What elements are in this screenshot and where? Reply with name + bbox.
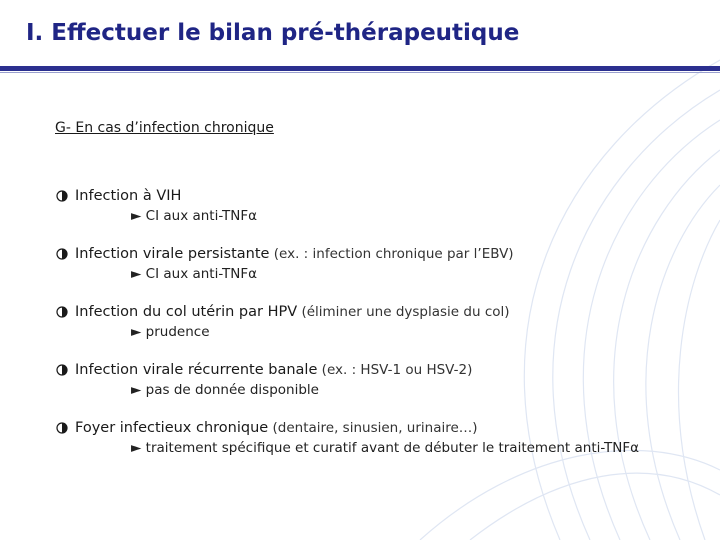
bullet-icon xyxy=(56,186,68,212)
item-text xyxy=(75,302,510,322)
bullet-circle-icon xyxy=(56,244,68,264)
item-text xyxy=(75,244,514,264)
bullet-circle-icon xyxy=(56,302,68,322)
bullet-icon xyxy=(56,244,68,270)
item-main-text: Infection virale persistante xyxy=(75,246,270,262)
bullet-circle-icon xyxy=(56,418,68,438)
slide-title: I. Effectuer le bilan pré-thérapeutique xyxy=(26,20,520,46)
item-text xyxy=(75,186,181,206)
bullet-icon xyxy=(56,360,68,386)
title-underline-rule xyxy=(0,66,720,71)
item-consequence: ► pas de donnée disponible xyxy=(131,382,319,398)
item-main-text: Infection du col utérin par HPV xyxy=(75,304,298,320)
item-main-text: Infection virale récurrente banale xyxy=(75,362,318,378)
item-consequence: ► prudence xyxy=(131,324,210,340)
item-consequence: ► CI aux anti-TNFα xyxy=(131,266,257,282)
title-underline-thin-rule xyxy=(0,72,720,73)
section-heading: G- En cas d’infection chronique xyxy=(55,120,274,136)
item-consequence: ► CI aux anti-TNFα xyxy=(131,208,257,224)
item-main-text: Infection à VIH xyxy=(75,188,182,204)
bullet-icon xyxy=(56,302,68,328)
item-note-text: (ex. : infection chronique par l’EBV) xyxy=(269,246,514,262)
item-note-text: (éliminer une dysplasie du col) xyxy=(297,304,510,320)
bullet-circle-icon xyxy=(56,186,68,206)
item-text xyxy=(75,360,472,380)
item-main-text: Foyer infectieux chronique xyxy=(75,420,269,436)
item-note-text: (dentaire, sinusien, urinaire…) xyxy=(268,420,478,436)
item-consequence: ► traitement spécifique et curatif avant de débuter le traitement anti-TNFα xyxy=(131,440,640,456)
bullet-icon xyxy=(56,418,68,444)
item-note-text: (ex. : HSV-1 ou HSV-2) xyxy=(317,362,473,378)
bullet-circle-icon xyxy=(56,360,68,380)
item-text xyxy=(75,418,478,438)
